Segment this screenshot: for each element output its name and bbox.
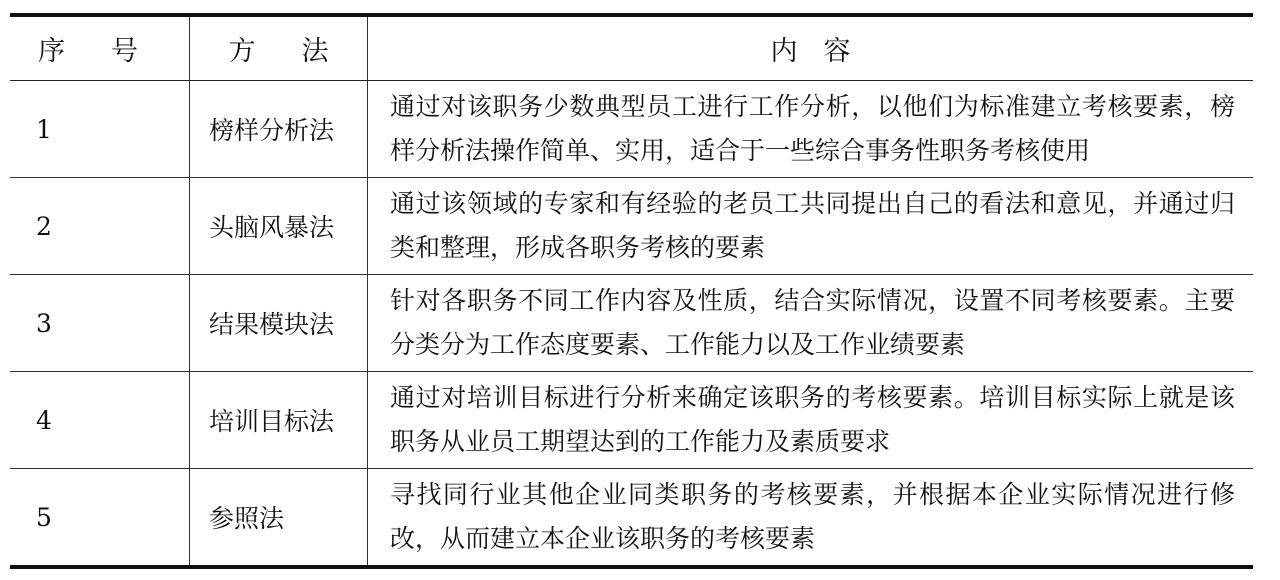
methods-table [10, 13, 1253, 569]
row-content: 寻找同行业其他企业同类职务的考核要素，并根据本企业实际情况进行修改，从而建立本企业该职务的考核要素 [368, 469, 1254, 568]
header-content-char-1: 内 [770, 36, 798, 67]
row-method: 参照法 [190, 469, 368, 568]
row-content: 通过该领域的专家和有经验的老员工共同提出自己的看法和意见，并通过归类和整理，形成各职务考核的要素 [368, 178, 1254, 275]
header-content [368, 15, 1254, 81]
methods-table-container [10, 13, 1253, 569]
table-row [10, 372, 1253, 469]
table-row [10, 275, 1253, 372]
row-content: 通过对培训目标进行分析来确定该职务的考核要素。培训目标实际上就是该职务从业员工期望达到的工作能力及素质要求 [368, 372, 1254, 469]
row-method: 榜样分析法 [190, 81, 368, 178]
header-method-char-2: 法 [301, 36, 329, 67]
row-number: 2 [10, 178, 190, 275]
header-row [10, 15, 1253, 81]
header-no [10, 15, 190, 81]
row-number: 4 [10, 372, 190, 469]
row-content: 通过对该职务少数典型员工进行工作分析，以他们为标准建立考核要素，榜样分析法操作简单、实用，适合于一些综合事务性职务考核使用 [368, 81, 1254, 178]
row-method: 头脑风暴法 [190, 178, 368, 275]
table-header [10, 15, 1253, 81]
header-method-char-1: 方 [228, 36, 256, 67]
row-method: 结果模块法 [190, 275, 368, 372]
table-row [10, 469, 1253, 568]
row-number: 1 [10, 81, 190, 178]
row-content: 针对各职务不同工作内容及性质，结合实际情况，设置不同考核要素。主要分类分为工作态度要素、工作能力以及工作业绩要素 [368, 275, 1254, 372]
table-row [10, 178, 1253, 275]
table-body [10, 81, 1253, 568]
header-content-char-2: 容 [823, 36, 851, 67]
header-no-char-2: 号 [111, 36, 138, 67]
header-no-char-1: 序 [38, 36, 65, 67]
header-method [190, 15, 368, 81]
row-number: 3 [10, 275, 190, 372]
row-number: 5 [10, 469, 190, 568]
table-row [10, 81, 1253, 178]
row-method: 培训目标法 [190, 372, 368, 469]
